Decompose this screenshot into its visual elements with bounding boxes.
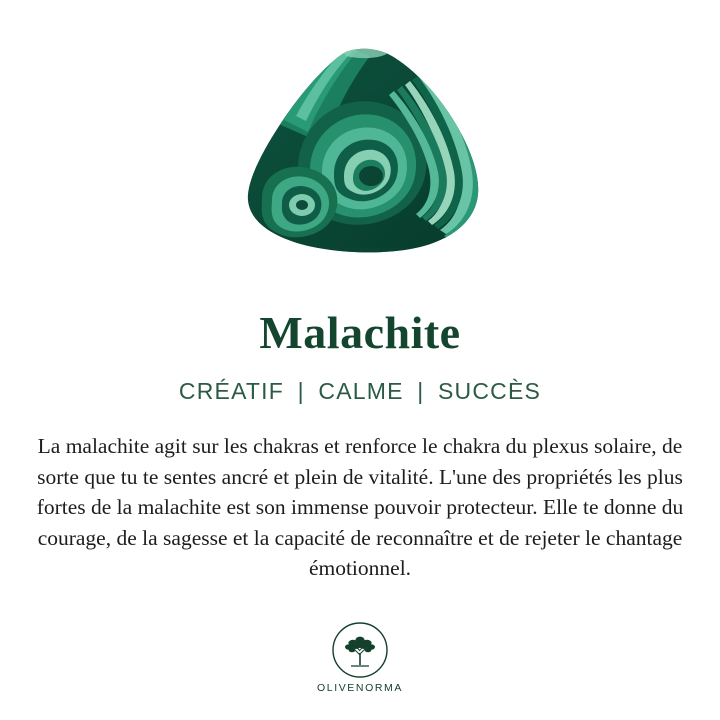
description-text: La malachite agit sur les chakras et renforce le chakra du plexus solaire, de sorte que tu te sentes ancré et plein de vitalité. L'une des propriétés les plus fortes de la malachite est son immense pouvoir protecteur. Elle te donne du courage, de la sagesse et la capacité de reconnaître et de rejeter le chantage émotionnel. xyxy=(36,434,684,581)
page-title: Malachite xyxy=(259,307,461,358)
tree-in-circle-logo-icon xyxy=(331,621,389,679)
keyword-2: CALME xyxy=(318,378,404,404)
stone-image-area xyxy=(0,0,720,282)
keyword-3: SUCCÈS xyxy=(438,378,542,404)
brand-name: OLIVENORMA xyxy=(316,682,403,694)
keyword-separator-2: | xyxy=(417,378,425,404)
keyword-1: CRÉATIF xyxy=(178,378,285,404)
brand-logo xyxy=(0,621,720,694)
keyword-list xyxy=(179,378,541,405)
keyword-separator-1: | xyxy=(297,378,305,404)
malachite-stone-icon xyxy=(238,48,488,260)
